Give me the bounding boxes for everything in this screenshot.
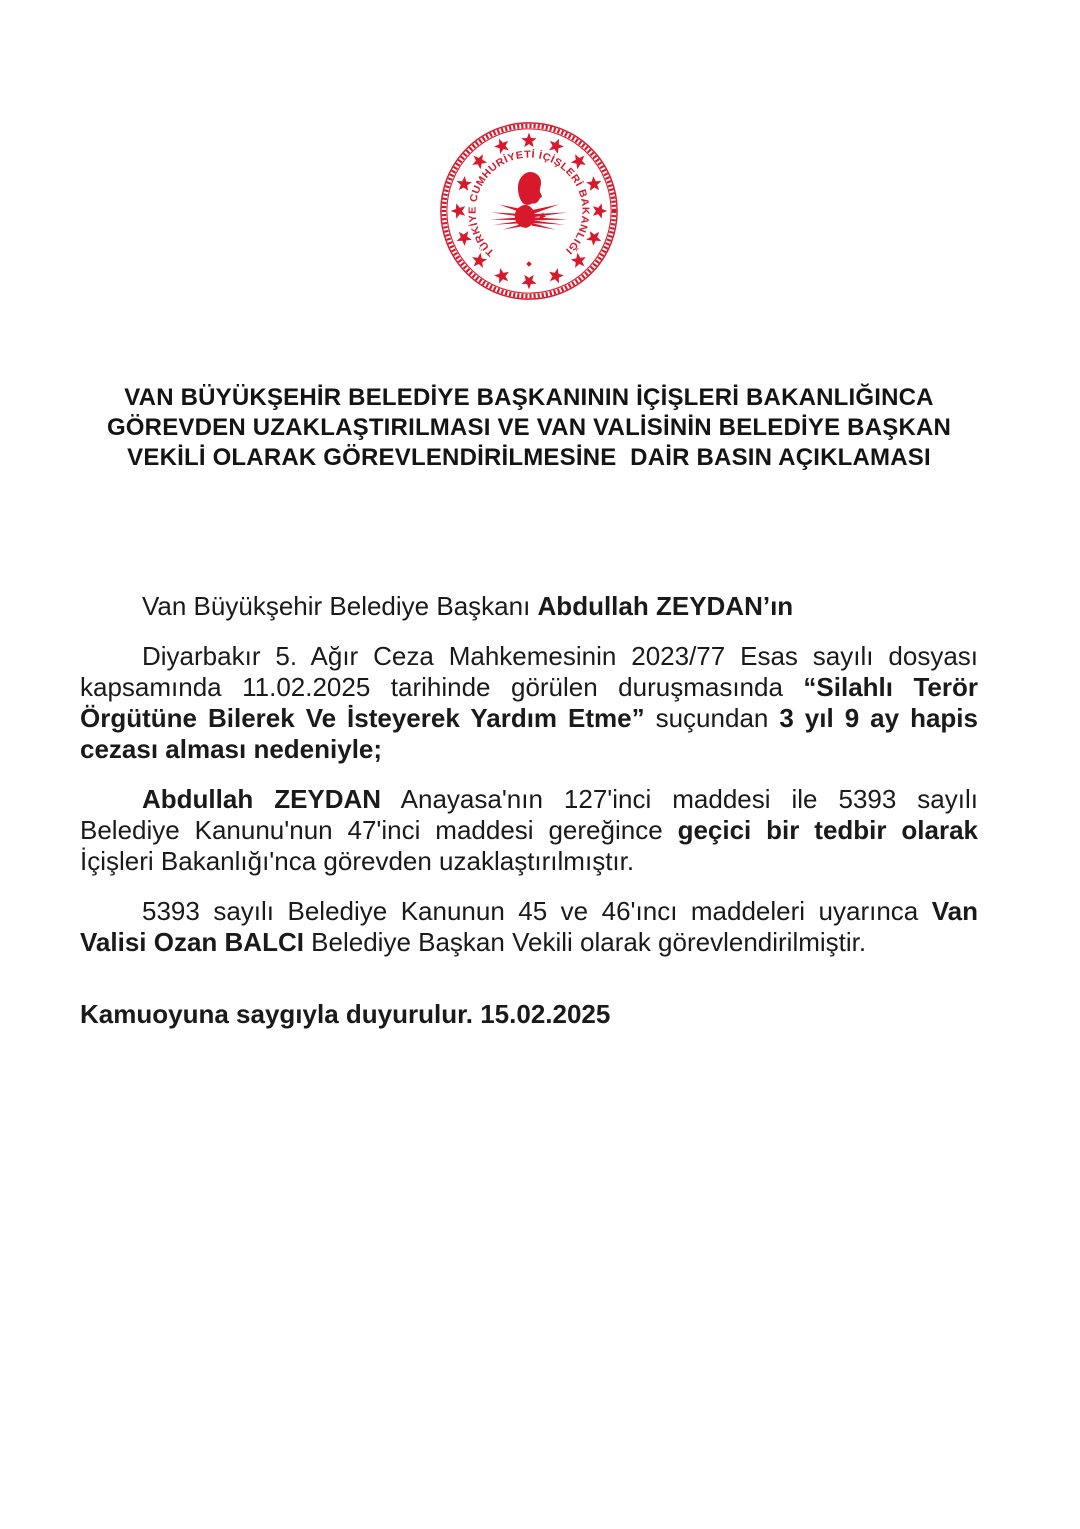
right-wing-icon (532, 204, 568, 229)
document-title (80, 383, 978, 473)
seal-star-icon (492, 136, 512, 155)
paragraph-text-run: Belediye Başkan Vekili olarak görevlendirilmiştir. (303, 927, 867, 957)
seal-star-icon (451, 203, 465, 218)
ministry-seal-icon (440, 122, 618, 300)
seal-center-emblem-icon (490, 172, 567, 267)
seal-star-icon (546, 136, 566, 155)
paragraph-bold-run: Abdullah ZEYDAN’ın (537, 591, 794, 621)
seal-star-icon (454, 174, 473, 194)
seal-star-icon (585, 174, 604, 194)
seal-star-icon (593, 203, 607, 218)
seal-star-icon (521, 133, 536, 147)
seal-diamond-separator-icon (526, 261, 532, 267)
paragraph-bold-run: 3 yıl 9 ay hapis cezası alması nedeniyle; (80, 703, 978, 764)
seal-star-icon (492, 267, 512, 286)
paragraph-bold-run: Abdullah ZEYDAN (142, 784, 382, 814)
paragraph (80, 784, 978, 877)
paragraph-text-run: Van Büyükşehir Belediye Başkanı (142, 591, 538, 621)
body-paragraphs (80, 591, 978, 958)
seal-star-icon (521, 275, 536, 289)
ministry-seal-logo (80, 122, 978, 305)
paragraph-bold-run: geçici bir tedbir olarak (677, 815, 979, 845)
ataturk-silhouette-icon (518, 172, 542, 205)
paragraph-bold-run: Van Valisi Ozan BALCI (80, 896, 978, 957)
paragraph (80, 896, 978, 958)
title-line-2: GÖREVDEN UZAKLAŞTIRILMASI VE VAN VALİSİNİN BELEDİYE BAŞKAN (106, 414, 952, 441)
paragraph-text-run: suçundan (644, 703, 780, 733)
paragraph-text-run: Diyarbakır 5. Ağır Ceza Mahkemesinin 2023/77 Esas sayılı dosyası kapsamında 11.02.2025 tarihinde görülen duruşmasında (80, 641, 978, 702)
paragraph (80, 641, 978, 765)
closing-line: Kamuoyuna saygıyla duyurulur. 15.02.2025 (80, 999, 611, 1029)
title-line-1: VAN BÜYÜKŞEHİR BELEDİYE BAŞKANININ İÇİŞLERİ BAKANLIĞINCA (124, 384, 934, 411)
seal-circular-text: TÜRKİYE CUMHURİYETİ İÇİŞLERİ BAKANLIĞI (467, 149, 591, 258)
paragraph (80, 591, 978, 622)
paragraph-text-run: Anayasa'nın 127'inci maddesi ile 5393 sayılı Belediye Kanunu'nun 47'inci maddesi gereğince (80, 784, 978, 845)
seal-star-icon (546, 267, 566, 286)
seal-star-icon (585, 228, 604, 248)
paragraph-text-run: 5393 sayılı Belediye Kanunun 45 ve 46'ıncı maddeleri uyarınca (142, 896, 932, 926)
paragraph-bold-run: “Silahlı Terör Örgütüne Bilerek Ve İsteyerek Yardım Etme” (80, 672, 978, 733)
paragraph-text-run: İçişleri Bakanlığı'nca görevden uzaklaştırılmıştır. (80, 846, 635, 876)
seal-star-icon (454, 228, 473, 248)
title-line-3: VEKİLİ OLARAK GÖREVLENDİRİLMESİNE DAİR BASIN AÇIKLAMASI (127, 444, 931, 471)
